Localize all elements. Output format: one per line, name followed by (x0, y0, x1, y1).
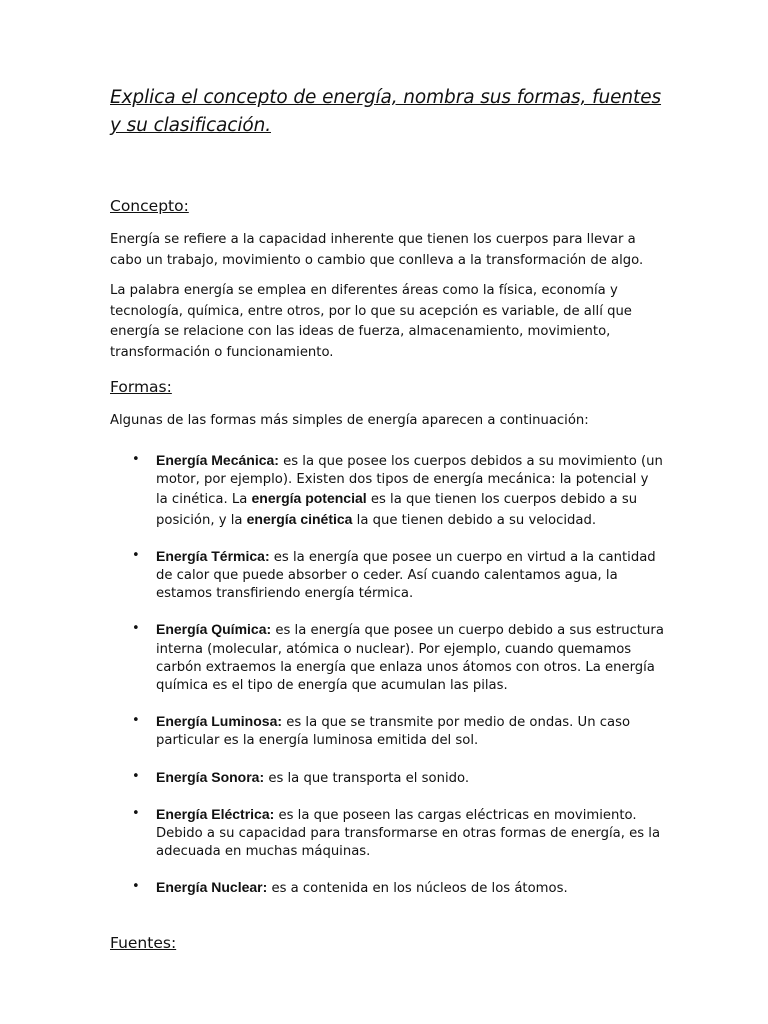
bullet-icon: • (132, 713, 140, 729)
bullet-icon: • (132, 805, 140, 821)
list-item (110, 712, 664, 750)
bullet-icon: • (132, 768, 140, 784)
term: Energía Química: (156, 621, 272, 638)
item-text: es la que tienen los cuerpos debido a su posición, y la (156, 492, 638, 528)
section-heading-fuentes: Fuentes: (110, 933, 177, 952)
item-text: es la que se transmite por medio de ondas. Un caso particular es la energía luminosa emitida del sol. (156, 715, 631, 749)
term: Energía Eléctrica: (156, 805, 275, 822)
list-item (110, 620, 664, 695)
item-text: es la que posee los cuerpos debidos a su movimiento (un motor, por ejemplo). Existen dos tipos de energía mecánica: la potencial y la cinética. La (156, 454, 663, 508)
bullet-icon: • (132, 621, 140, 637)
bullet-icon: • (132, 879, 140, 895)
concepto-paragraph: Energía se refiere a la capacidad inherente que tienen los cuerpos para llevar a cabo un trabajo, movimiento o cambio que conlleva a la transformación de algo. (110, 232, 644, 268)
item-text: es a contenida en los núcleos de los átomos. (267, 881, 568, 897)
list-item (110, 547, 664, 604)
term: energía cinética (246, 510, 353, 527)
item-text: la que tienen debido a su velocidad. (352, 512, 597, 528)
bullet-icon: • (132, 547, 140, 563)
formas-list (110, 451, 664, 899)
item-text: es la energía que posee un cuerpo debido a sus estructura interna (molecular, atómica o nuclear). Por ejemplo, cuando quemamos carbón extraemos la energía que enlaza unos átomos con otros. La energía química es el tipo de energía que acumulan las pilas. (156, 623, 664, 694)
section-concepto (110, 196, 664, 363)
term: Energía Térmica: (156, 547, 270, 564)
term: Energía Nuclear: (156, 879, 268, 896)
term: Energía Luminosa: (156, 713, 283, 730)
section-heading-formas: Formas: (110, 378, 172, 396)
concepto-paragraph: La palabra energía se emplea en diferentes áreas como la física, economía y tecnología, química, entre otros, por lo que su acepción es variable, de allí que energía se relacione con las ideas de fuerza, almacenamiento, movimiento, transformación o funcionamiento. (110, 283, 632, 360)
item-text: es la energía que posee un cuerpo en virtud a la cantidad de calor que puede absorber o ceder. Así cuando calentamos agua, la estamos transfiriendo energía térmica. (156, 549, 656, 602)
item-text: es la que transporta el sonido. (264, 770, 470, 786)
list-item (110, 768, 664, 788)
section-formas (110, 377, 664, 899)
item-text: es la que poseen las cargas eléctricas en movimiento. Debido a su capacidad para transformarse en otras formas de energía, es la adecuada en muchas máquinas. (156, 807, 661, 860)
list-item (110, 805, 664, 862)
document-title: Explica el concepto de energía, nombra sus formas, fuentes y su clasificación. (110, 87, 662, 136)
formas-intro: Algunas de las formas más simples de energía aparecen a continuación: (110, 413, 589, 428)
bullet-icon: • (132, 452, 140, 467)
term: Energía Mecánica: (156, 452, 279, 468)
term: Energía Sonora: (156, 768, 265, 785)
list-item (110, 878, 664, 898)
section-fuentes (110, 933, 664, 953)
section-heading-concepto: Concepto: (110, 197, 189, 215)
term: energía potencial (251, 490, 367, 507)
list-item (110, 451, 664, 530)
